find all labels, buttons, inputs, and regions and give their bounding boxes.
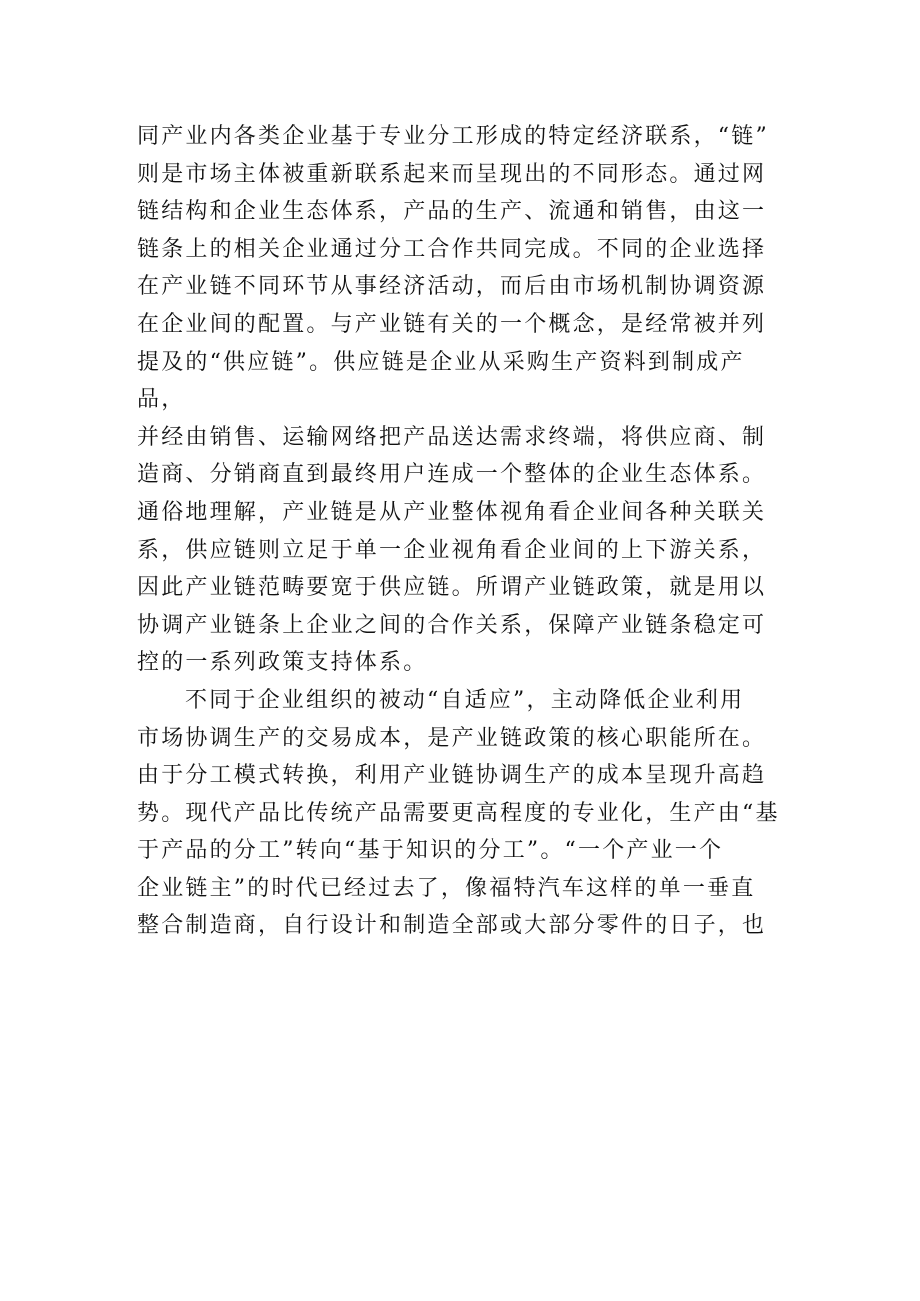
text-line: 系，供应链则立足于单一企业视角看企业间的上下游关系， [137,537,767,563]
text-line: 市场协调生产的交易成本，是产业链政策的核心职能所在。 [137,725,767,751]
text-line: 因此产业链范畴要宽于供应链。所谓产业链政策，就是用以 [137,575,767,601]
text-line: 提及的“供应链”。供应链是企业从采购生产资料到制成产 [137,349,745,375]
text-line: 于产品的分工”转向“基于知识的分工”。“一个产业一个 [137,838,724,864]
text-line: 协调产业链条上企业之间的合作关系，保障产业链条稳定可 [137,612,767,638]
text-line: 企业链主”的时代已经过去了，像福特汽车这样的单一垂直 [137,875,756,901]
text-line: 在产业链不同环节从事经济活动，而后由市场机制协调资源 [137,274,767,300]
text-line: 由于分工模式转换，利用产业链协调生产的成本呈现升高趋 [137,763,767,789]
text-line: 在企业间的配置。与产业链有关的一个概念，是经常被并列 [137,311,767,337]
text-line: 势。现代产品比传统产品需要更高程度的专业化，生产由“基 [137,800,780,826]
text-line: 造商、分销商直到最终用户连成一个整体的企业生态体系。 [137,462,767,488]
text-line: 控的一系列政策支持体系。 [137,650,428,676]
text-line: 通俗地理解，产业链是从产业整体视角看企业间各种关联关 [137,499,767,525]
text-line: 整合制造商，自行设计和制造全部或大部分零件的日子，也 [137,913,767,939]
paragraph-start-line: 不同于企业组织的被动“自适应”，主动降低企业利用 [185,687,745,713]
text-line: 链条上的相关企业通过分工合作共同完成。不同的企业选择 [137,236,767,262]
text-line: 并经由销售、运输网络把产品送达需求终端，将供应商、制 [137,424,767,450]
text-line: 品， [137,387,186,413]
text-line: 则是市场主体被重新联系起来而呈现出的不同形态。通过网 [137,161,767,187]
body-text [137,118,797,945]
text-line: 链结构和企业生态体系，产品的生产、流通和销售，由这一 [137,199,767,225]
text-line: 同产业内各类企业基于专业分工形成的特定经济联系，“链” [137,124,769,149]
